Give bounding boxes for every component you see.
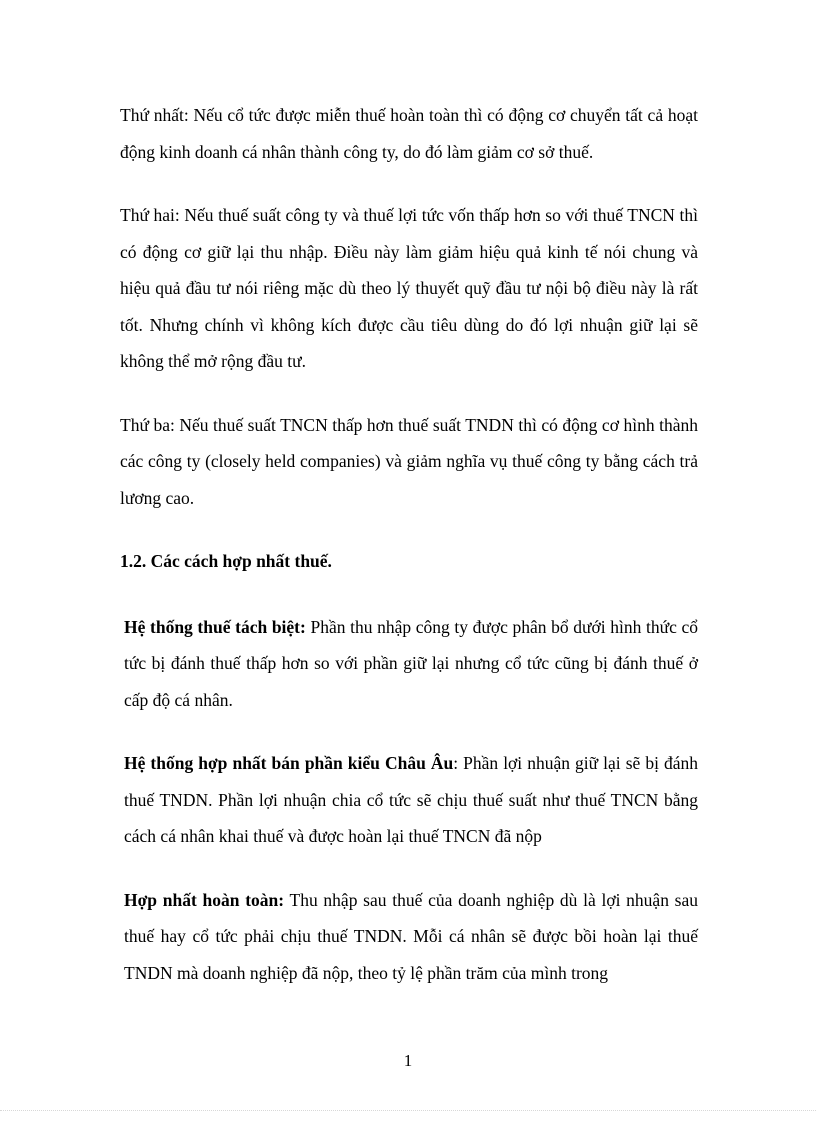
system-separate-paragraph: [120, 609, 698, 719]
system-full-paragraph: [120, 882, 698, 992]
paragraph-second: Thứ hai: Nếu thuế suất công ty và thuế lợi tức vốn thấp hơn so với thuế TNCN thì có động cơ giữ lại thu nhập. Điều này làm giảm hiệu quả kinh tế nói chung và hiệu quả đầu tư nói riêng mặc dù theo lý thuyết quỹ đầu tư nội bộ điều này là rất tốt. Nhưng chính vì không kích được cầu tiêu dùng do đó lợi nhuận giữ lại sẽ không thể mở rộng đầu tư.: [120, 205, 698, 371]
paragraph-first: Thứ nhất: Nếu cổ tức được miễn thuế hoàn toàn thì có động cơ chuyển tất cả hoạt động kinh doanh cá nhân thành công ty, do đó làm giảm cơ sở thuế.: [120, 105, 698, 162]
system-partial-text: : Phần lợi nhuận giữ lại sẽ bị đánh thuế TNDN. Phần lợi nhuận chia cổ tức sẽ chịu thuế suất như thuế TNCN bằng cách cá nhân khai thuế và được hoàn lại thuế TNCN đã nộp: [124, 753, 699, 846]
paragraph-third: Thứ ba: Nếu thuế suất TNCN thấp hơn thuế suất TNDN thì có động cơ hình thành các công ty (closely held companies) và giảm nghĩa vụ thuế công ty bằng cách trả lương cao.: [120, 414, 698, 508]
system-partial-paragraph: [120, 745, 698, 855]
section-heading: 1.2. Các cách hợp nhất thuế.: [120, 551, 332, 571]
document-body: [120, 97, 698, 1018]
system-separate-term: Hệ thống thuế tách biệt:: [124, 616, 306, 637]
system-full-term: Hợp nhất hoàn toàn:: [124, 889, 285, 910]
page-edge-divider: [0, 1110, 816, 1111]
system-full-text: Thu nhập sau thuế của doanh nghiệp dù là lợi nhuận sau thuế hay cổ tức phải chịu thuế TNDN. Mỗi cá nhân sẽ được bồi hoàn lại thuế TNDN mà doanh nghiệp đã nộp, theo tỷ lệ phần trăm của mình trong: [124, 889, 699, 983]
page-number: 1: [403, 1051, 413, 1070]
system-partial-term: Hệ thống hợp nhất bán phần kiểu Châu Âu: [124, 753, 454, 773]
system-separate-text: Phần thu nhập công ty được phân bổ dưới hình thức cổ tức bị đánh thuế thấp hơn so với phần giữ lại nhưng cổ tức cũng bị đánh thuế ở cấp độ cá nhân.: [124, 616, 698, 710]
